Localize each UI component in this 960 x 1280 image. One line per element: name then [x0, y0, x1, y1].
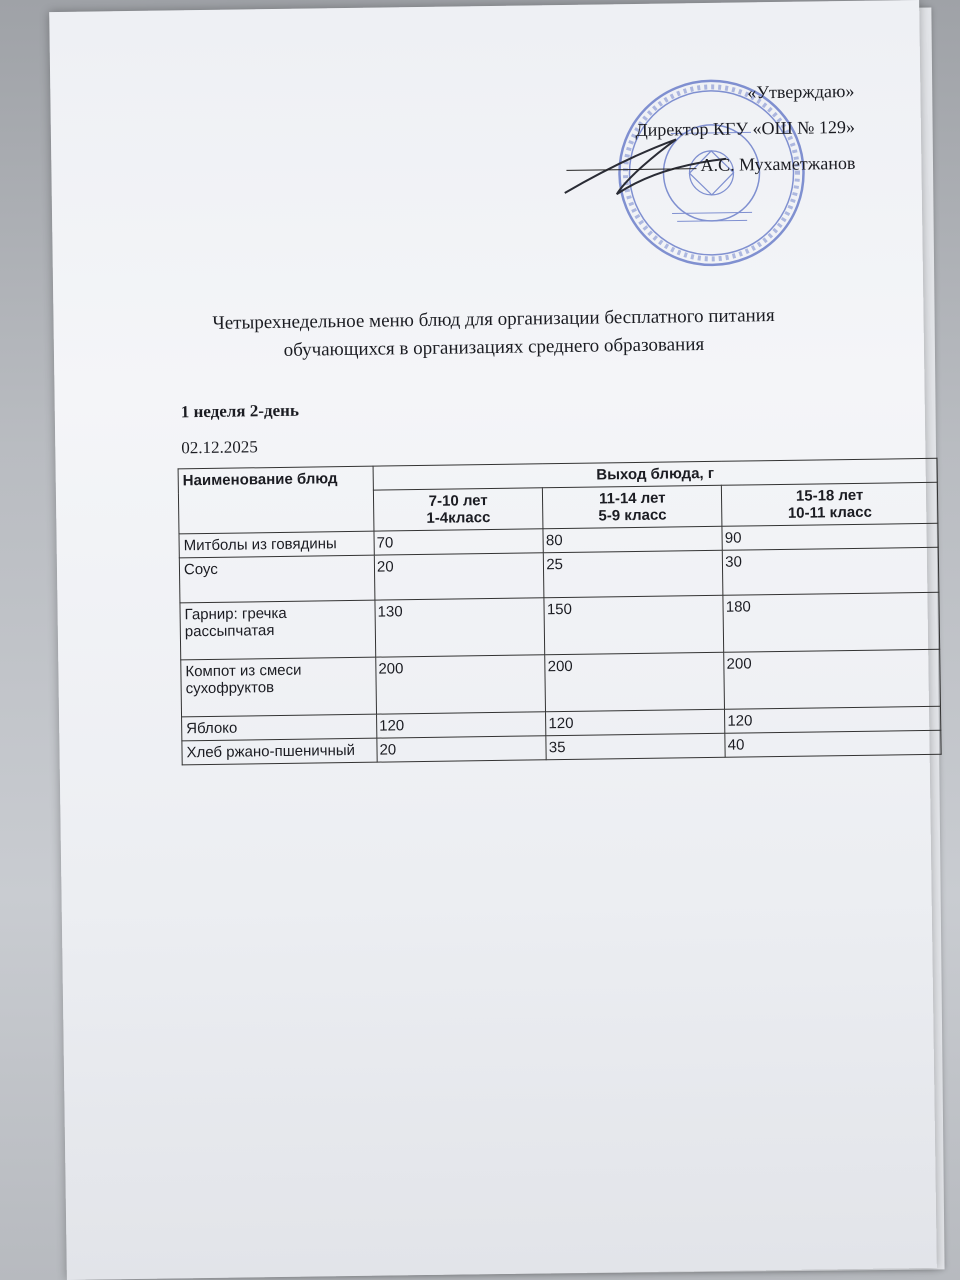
signatory-name: А.С. Мухаметжанов — [700, 152, 856, 176]
dish-name: Хлеб ржано-пшеничный — [182, 738, 377, 765]
dish-name: Гарнир: гречка рассыпчатая — [180, 600, 376, 660]
yield-value: 80 — [543, 526, 722, 552]
age-range: 15-18 лет — [795, 486, 864, 505]
age-group-header — [543, 485, 722, 528]
dish-name: Соус — [179, 555, 375, 603]
yield-value: 40 — [725, 730, 941, 757]
title-line-1: Четырехнедельное меню блюд для организации бесплатного питания — [212, 305, 775, 334]
yield-value: 120 — [546, 709, 725, 735]
age-range: 7-10 лет — [428, 492, 488, 510]
yield-value: 130 — [375, 598, 545, 657]
yield-value: 200 — [724, 649, 941, 709]
yield-value: 200 — [376, 655, 546, 714]
approval-block — [514, 73, 855, 186]
yield-value: 150 — [544, 595, 724, 654]
table-row — [180, 592, 940, 660]
yield-value: 20 — [377, 736, 547, 762]
yield-value: 35 — [546, 733, 725, 759]
grade-range: 5-9 класс — [598, 506, 667, 525]
dish-name: Яблоко — [182, 714, 377, 741]
yield-value: 25 — [544, 550, 724, 597]
yield-value: 120 — [725, 706, 941, 733]
document-title — [93, 300, 894, 367]
age-group-header — [722, 482, 938, 526]
approval-position: Директор КГУ «ОШ № 129» — [635, 116, 856, 140]
yield-value: 30 — [723, 547, 939, 595]
approval-signatory — [515, 145, 855, 186]
yield-value: 70 — [374, 529, 544, 555]
dish-name-header: Наименование блюд — [178, 466, 374, 534]
menu-table — [178, 458, 942, 766]
yield-header: Выход блюда, г — [373, 458, 937, 490]
dish-name: Компот из смеси сухофруктов — [181, 657, 377, 717]
document-page — [49, 0, 937, 1280]
yield-value: 20 — [374, 553, 544, 600]
yield-value: 180 — [723, 592, 940, 652]
title-line-2: обучающихся в организациях среднего образования — [283, 334, 705, 361]
signature-line — [567, 168, 697, 171]
menu-date: 02.12.2025 — [181, 437, 258, 458]
yield-value: 90 — [722, 523, 938, 550]
grade-range: 1-4класс — [426, 509, 491, 527]
table-row — [181, 649, 941, 717]
age-group-header — [373, 488, 543, 531]
dish-name: Митболы из говядины — [179, 531, 374, 558]
week-day-label: 1 неделя 2-день — [180, 400, 299, 422]
approval-heading: «Утверждаю» — [747, 80, 855, 103]
grade-range: 10-11 класс — [787, 503, 872, 522]
age-range: 11-14 лет — [598, 489, 666, 508]
yield-value: 200 — [545, 652, 725, 711]
yield-value: 120 — [377, 712, 547, 738]
